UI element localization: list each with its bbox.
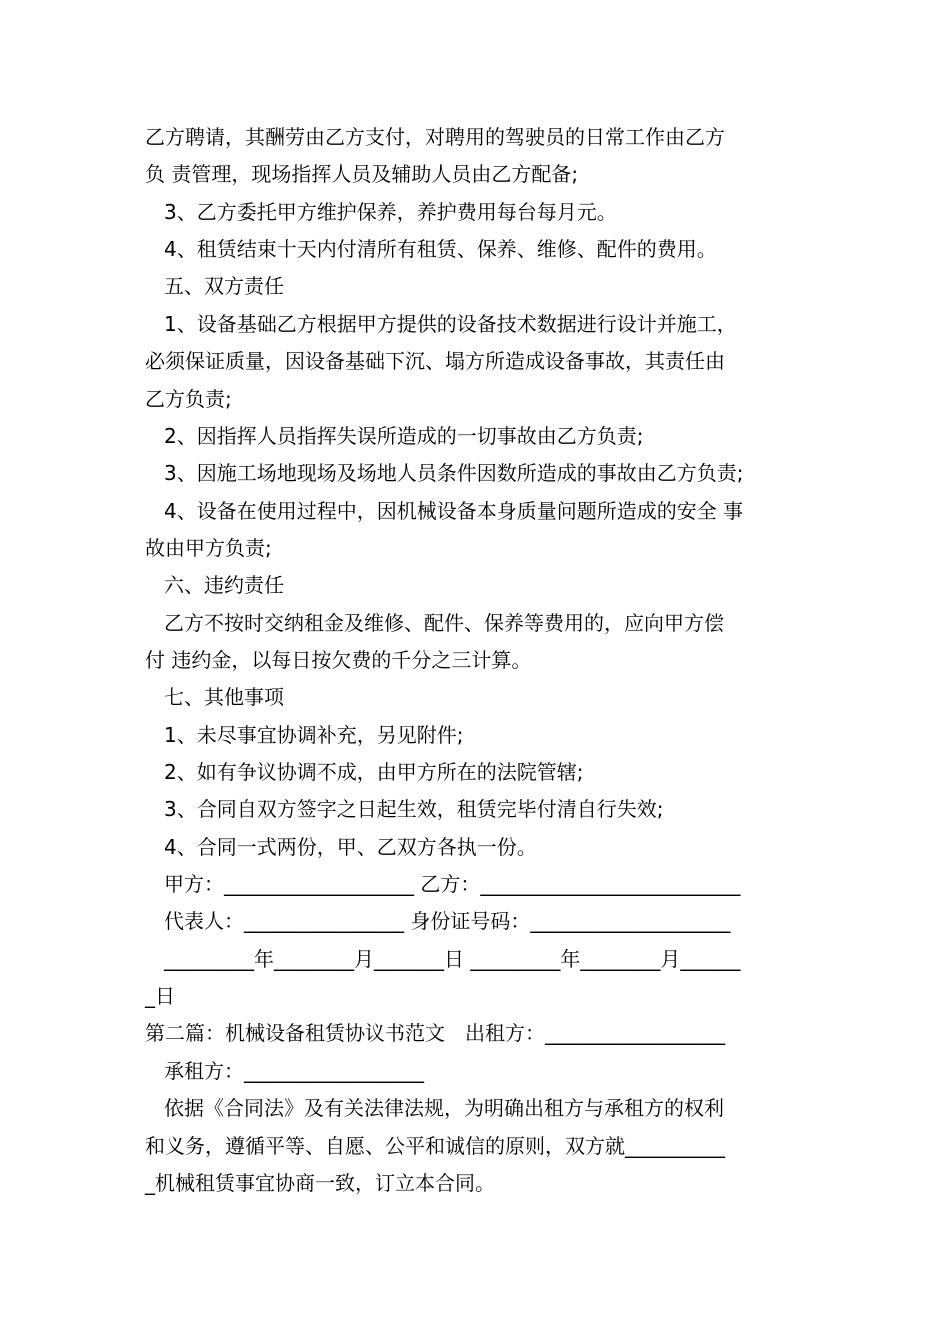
text-line: 3、乙方委托甲方维护保养，养护费用每台每月元。 <box>164 200 617 224</box>
section-heading: 六、违约责任 <box>164 573 284 597</box>
signature-line: 甲方：___________________ 乙方：__________________________ <box>164 872 741 896</box>
text-line: 1、未尽事宜协调补充，另见附件; <box>164 723 464 747</box>
text-line: 故由甲方负责; <box>145 536 272 560</box>
section-heading: 第二篇：机械设备租赁协议书范文 出租方：__________________ <box>145 1021 725 1045</box>
text-line: 乙方聘请，其酬劳由乙方支付，对聘用的驾驶员的日常工作由乙方 <box>145 125 725 149</box>
text-line: 4、设备在使用过程中，因机械设备本身质量问题所造成的安全 事 <box>164 499 744 523</box>
text-line: 2、如有争议协调不成，由甲方所在的法院管辖; <box>164 760 584 784</box>
text-line: 付 违约金，以每日按欠费的千分之三计算。 <box>145 648 532 672</box>
date-line: _________年________月_______日 _________年________月______ <box>164 947 741 971</box>
signature-line: 代表人：________________ 身份证号码：____________________ <box>164 909 731 933</box>
text-line: 1、设备基础乙方根据甲方提供的设备技术数据进行设计并施工， <box>164 312 737 336</box>
text-line: 依据《合同法》及有关法律法规，为明确出租方与承租方的权利 <box>164 1096 724 1120</box>
text-line: 3、因施工场地现场及场地人员条件因数所造成的事故由乙方负责; <box>164 461 744 485</box>
text-line: 必须保证质量，因设备基础下沉、塌方所造成设备事故，其责任由 <box>145 349 725 373</box>
section-heading: 七、其他事项 <box>164 685 284 709</box>
text-line: 负 责管理，现场指挥人员及辅助人员由乙方配备; <box>145 162 579 186</box>
text-line: 3、合同自双方签字之日起生效，租赁完毕付清自行失效; <box>164 797 664 821</box>
text-line: 4、租赁结束十天内付清所有租赁、保养、维修、配件的费用。 <box>164 237 717 261</box>
text-line: 2、因指挥人员指挥失误所造成的一切事故由乙方负责; <box>164 424 644 448</box>
section-heading: 五、双方责任 <box>164 274 284 298</box>
text-line: 乙方不按时交纳租金及维修、配件、保养等费用的，应向甲方偿 <box>164 611 724 635</box>
text-line: 4、合同一式两份，甲、乙双方各执一份。 <box>164 835 537 859</box>
text-line: 承租方：__________________ <box>164 1059 424 1083</box>
text-line: 乙方负责; <box>145 387 232 411</box>
text-line: 和义务，遵循平等、自愿、公平和诚信的原则，双方就__________ <box>145 1134 725 1158</box>
date-line: _日 <box>145 984 175 1008</box>
text-line: _机械租赁事宜协商一致，订立本合同。 <box>145 1171 495 1195</box>
